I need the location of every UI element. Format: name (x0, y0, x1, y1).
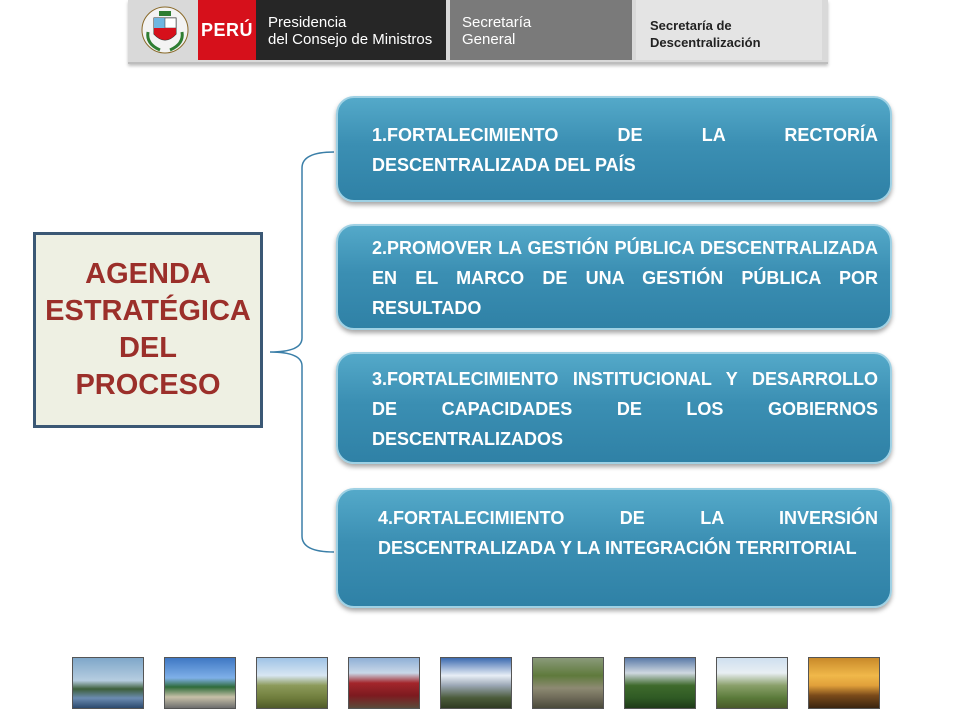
landscape-river-image (624, 657, 696, 709)
agenda-title-box (33, 232, 263, 428)
bracket-connector (262, 148, 342, 558)
item-number: 4. (378, 508, 394, 528)
strategy-item-4 (336, 488, 892, 608)
landscape-plaza-image (164, 657, 236, 709)
strategy-item-2 (336, 224, 892, 330)
header-banner (128, 0, 828, 64)
item-label: FORTALECIMIENTO INSTITUCIONAL Y DESARROLLO DE CAPACIDADES DE LOS GOBIERNOS DESCENTRALIZADOS (372, 369, 878, 449)
landscape-mountain-image (440, 657, 512, 709)
agenda-title: AGENDA ESTRATÉGICA DEL PROCESO (45, 258, 251, 401)
strategy-item-text (372, 364, 878, 454)
header-segment-descentralizacion (636, 0, 822, 60)
segment-line: del Consejo de Ministros (268, 31, 433, 48)
landscape-sunset-image (808, 657, 880, 709)
strategy-item-text (378, 503, 878, 563)
landscape-museum-image (348, 657, 420, 709)
landscape-thumbnail-strip (72, 657, 880, 709)
segment-line: Secretaría (462, 14, 532, 31)
strategy-item-text (372, 120, 878, 180)
coat-of-arms-icon (140, 4, 190, 58)
segment-line: Secretaría de (650, 18, 732, 33)
peru-label: PERÚ (198, 0, 256, 60)
item-number: 1. (372, 125, 388, 145)
item-label: PROMOVER LA GESTIÓN PÚBLICA DESCENTRALIZADA EN EL MARCO DE UNA GESTIÓN PÚBLICA POR RESULTADO (372, 238, 878, 318)
item-number: 2. (372, 238, 388, 258)
segment-line: General (462, 31, 516, 48)
strategy-item-3 (336, 352, 892, 464)
landscape-lake-image (72, 657, 144, 709)
landscape-machu-picchu-image (532, 657, 604, 709)
item-number: 3. (372, 369, 388, 389)
item-label: FORTALECIMIENTO DE LA RECTORÍA DESCENTRALIZADA DEL PAÍS (372, 125, 878, 175)
item-label: FORTALECIMIENTO DE LA INVERSIÓN DESCENTRALIZADA Y LA INTEGRACIÓN TERRITORIAL (378, 508, 878, 558)
landscape-canyon-image (716, 657, 788, 709)
header-segment-presidencia (256, 0, 446, 60)
landscape-valley-image (256, 657, 328, 709)
strategy-item-1 (336, 96, 892, 202)
segment-line: Presidencia (268, 14, 347, 31)
header-segment-secretaria-general (450, 0, 632, 60)
strategy-item-text (372, 233, 878, 323)
segment-line: Descentralización (650, 35, 761, 50)
